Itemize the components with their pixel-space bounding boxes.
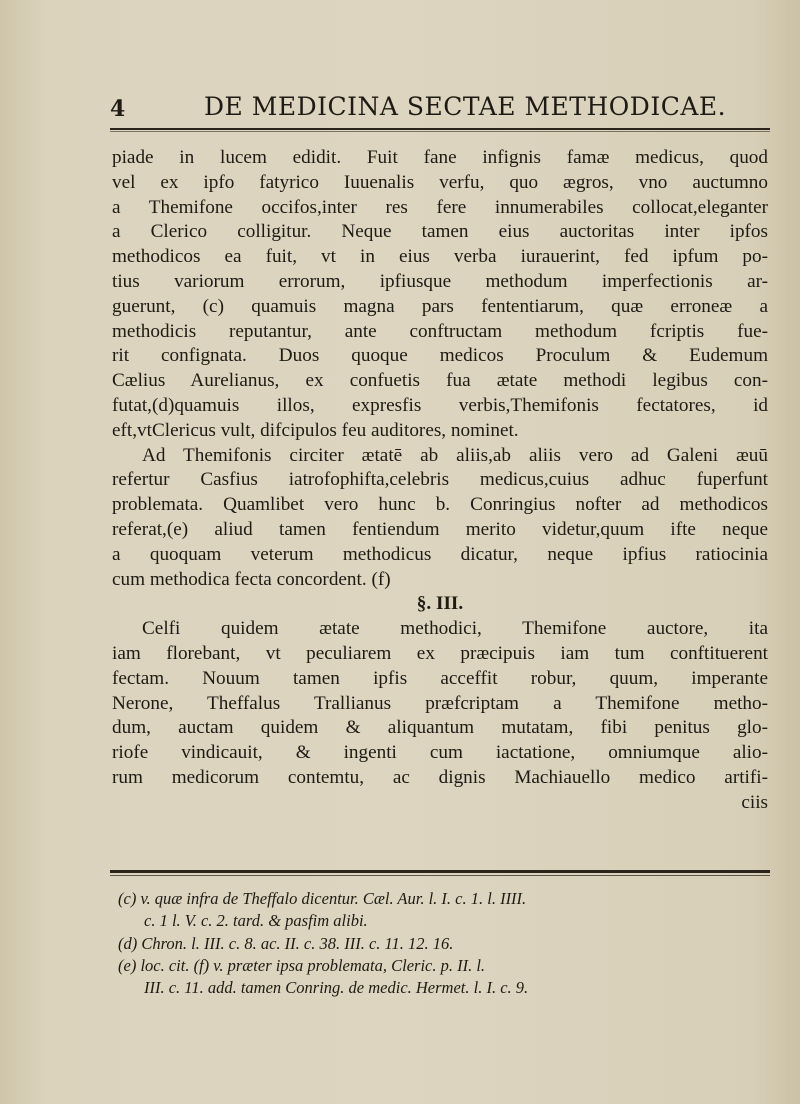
body-line: Cælius Aurelianus, ex confuetis fua ætate methodi legibus con-: [112, 370, 768, 392]
body-line: piade in lucem edidit. Fuit fane infignis famæ medicus, quod: [112, 147, 768, 168]
running-head: DE MEDICINA SECTAE METHODICAE.: [204, 92, 727, 121]
footnote-line: III. c. 11. add. tamen Conring. de medic. Hermet. l. I. c. 9.: [144, 978, 529, 998]
catchword: ciis: [741, 791, 768, 813]
body-line: fectam. Nouum tamen ipfis acceffit robur, quum, imperante: [112, 667, 768, 689]
body-line: refertur Casfius iatrofophifta,celebris medicus,cuius adhuc fuperfunt: [112, 469, 768, 491]
body-line: futat,(d)quamuis illos, expresfis verbis,Themifonis fectatores, id: [112, 394, 768, 416]
body-line: rum medicorum contemtu, ac dignis Machiauello medico artifi-: [112, 766, 768, 788]
header-rule: [110, 128, 770, 130]
body-line: Celfi quidem ætate methodici, Themifone auctore, ita: [142, 618, 768, 640]
body-line: vel ex ipfo fatyrico Iuuenalis verfu, quo ægros, vno auctumno: [112, 171, 768, 193]
body-line: a quoquam veterum methodicus dicatur, neque ipfius ratiocinia: [112, 543, 768, 565]
footnote-rule: [110, 870, 770, 873]
footnote-line: (c) v. quæ infra de Theffalo dicentur. Cæl. Aur. l. I. c. 1. l. IIII.: [118, 889, 527, 908]
body-line: Ad Themifonis circiter ætatē ab aliis,ab aliis vero ad Galeni æuū: [142, 444, 768, 466]
page-number: 4: [110, 96, 126, 122]
body-line: Nerone, Theffalus Trallianus præfcriptam a Themifone metho-: [112, 692, 768, 714]
body-line: rit confignata. Duos quoque medicos Proculum & Eudemum: [112, 345, 768, 367]
body-line: a Clerico colligitur. Neque tamen eius auctoritas inter ipfos: [112, 221, 768, 243]
body-line: iam florebant, vt peculiarem ex præcipuis iam tum conftituerent: [112, 642, 768, 664]
body-line: a Themifone occifos,inter res fere innumerabiles collocat,eleganter: [112, 196, 768, 218]
footnote-line: (d) Chron. l. III. c. 8. ac. II. c. 38. III. c. 11. 12. 16.: [118, 933, 454, 953]
body-line: methodicos ea fuit, vt in eius verba iurauerint, fed ipfum po-: [112, 246, 768, 268]
body-text: [112, 146, 768, 816]
body-line: referat,(e) aliud tamen fentiendum merito videtur,quum ifte neque: [112, 518, 768, 540]
header-rule-secondary: [110, 131, 770, 132]
body-line: dum, auctam quidem & aliquantum mutatam, fibi penitus glo-: [112, 717, 768, 739]
footnote-line: c. 1 l. V. c. 2. tard. & pasfim alibi.: [144, 911, 368, 931]
footnote-line: (e) loc. cit. (f) v. præter ipsa problemata, Cleric. p. II. l.: [118, 955, 486, 975]
body-line: tius variorum errorum, ipfiusque methodum imperfectionis ar-: [112, 270, 768, 292]
body-line: guerunt, (c) quamuis magna pars fententiarum, quæ erroneæ a: [112, 295, 768, 317]
body-line: methodicis reputantur, ante conftructam methodum fcriptis fue-: [112, 320, 768, 342]
body-line: eft,vtClericus vult, difcipulos feu auditores, nominet.: [112, 419, 519, 441]
page-header: [110, 88, 770, 128]
section-heading: §. III.: [416, 593, 464, 615]
body-line: riofe vindicauit, & ingenti cum iactatione, omniumque alio-: [112, 742, 768, 764]
footnote-rule-secondary: [110, 875, 770, 876]
footnotes: [118, 888, 768, 999]
body-line: problemata. Quamlibet vero hunc b. Conringius nofter ad methodicos: [112, 494, 768, 516]
body-line: cum methodica fecta concordent. (f): [112, 568, 391, 590]
